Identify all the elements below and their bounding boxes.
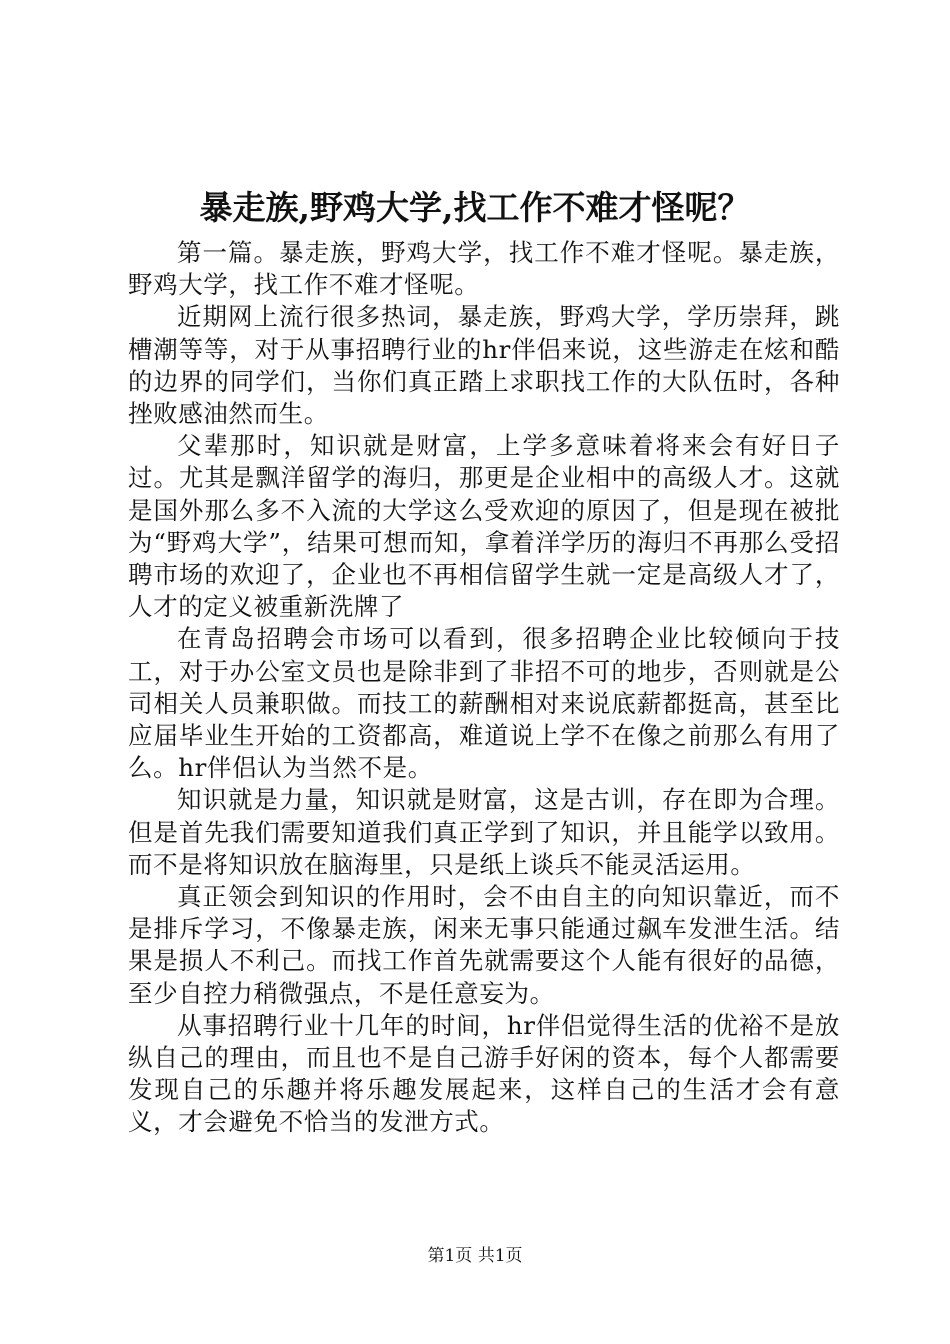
paragraph-7: 从事招聘行业十几年的时间，hr伴侣觉得生活的优裕不是放纵自己的理由，而且也不是自己游手好闲的资本，每个人都需要发现自己的乐趣并将乐趣发展起来，这样自己的生活才会有意义，才会避免不恰当的发泄方式。	[128, 1010, 840, 1137]
paragraph-5: 知识就是力量，知识就是财富，这是古训，存在即为合理。但是首先我们需要知道我们真正学到了知识，并且能学以致用。而不是将知识放在脑海里，只是纸上谈兵不能灵活运用。	[128, 785, 840, 879]
paragraph-1: 第一篇。暴走族，野鸡大学，找工作不难才怪呢。暴走族，野鸡大学，找工作不难才怪呢。	[128, 238, 840, 300]
page-number-footer: 第1页 共1页	[427, 1246, 523, 1266]
document-title: 暴走族,野鸡大学,找工作不难才怪呢？	[199, 188, 751, 227]
paragraph-6: 真正领会到知识的作用时，会不由自主的向知识靠近，而不是排斥学习，不像暴走族，闲来无事只能通过飙车发泄生活。结果是损人不利己。而找工作首先就需要这个人能有很好的品德，至少自控力稍微强点，不是任意妄为。	[128, 882, 840, 1008]
paragraph-2: 近期网上流行很多热词，暴走族，野鸡大学，学历崇拜，跳槽潮等等，对于从事招聘行业的hr伴侣来说，这些游走在炫和酷的边界的同学们，当你们真正踏上求职找工作的大队伍时，各种挫败感油然而生。	[128, 302, 840, 429]
paragraph-4: 在青岛招聘会市场可以看到，很多招聘企业比较倾向于技工，对于办公室文员也是除非到了非招不可的地步，否则就是公司相关人员兼职做。而技工的薪酬相对来说底薪都挺高，甚至比应届毕业生开始的工资都高，难道说上学不在像之前那么有用了么。hr伴侣认为当然不是。	[128, 624, 840, 783]
document-body	[128, 237, 840, 1139]
paragraph-3: 父辈那时，知识就是财富，上学多意味着将来会有好日子过。尤其是飘洋留学的海归，那更是企业相中的高级人才。这就是国外那么多不入流的大学这么受欢迎的原因了，但是现在被批为“野鸡大学”，结果可想而知，拿着洋学历的海归不再那么受招聘市场的欢迎了，企业也不再相信留学生就一定是高级人才了，人才的定义被重新洗牌了	[128, 431, 840, 622]
